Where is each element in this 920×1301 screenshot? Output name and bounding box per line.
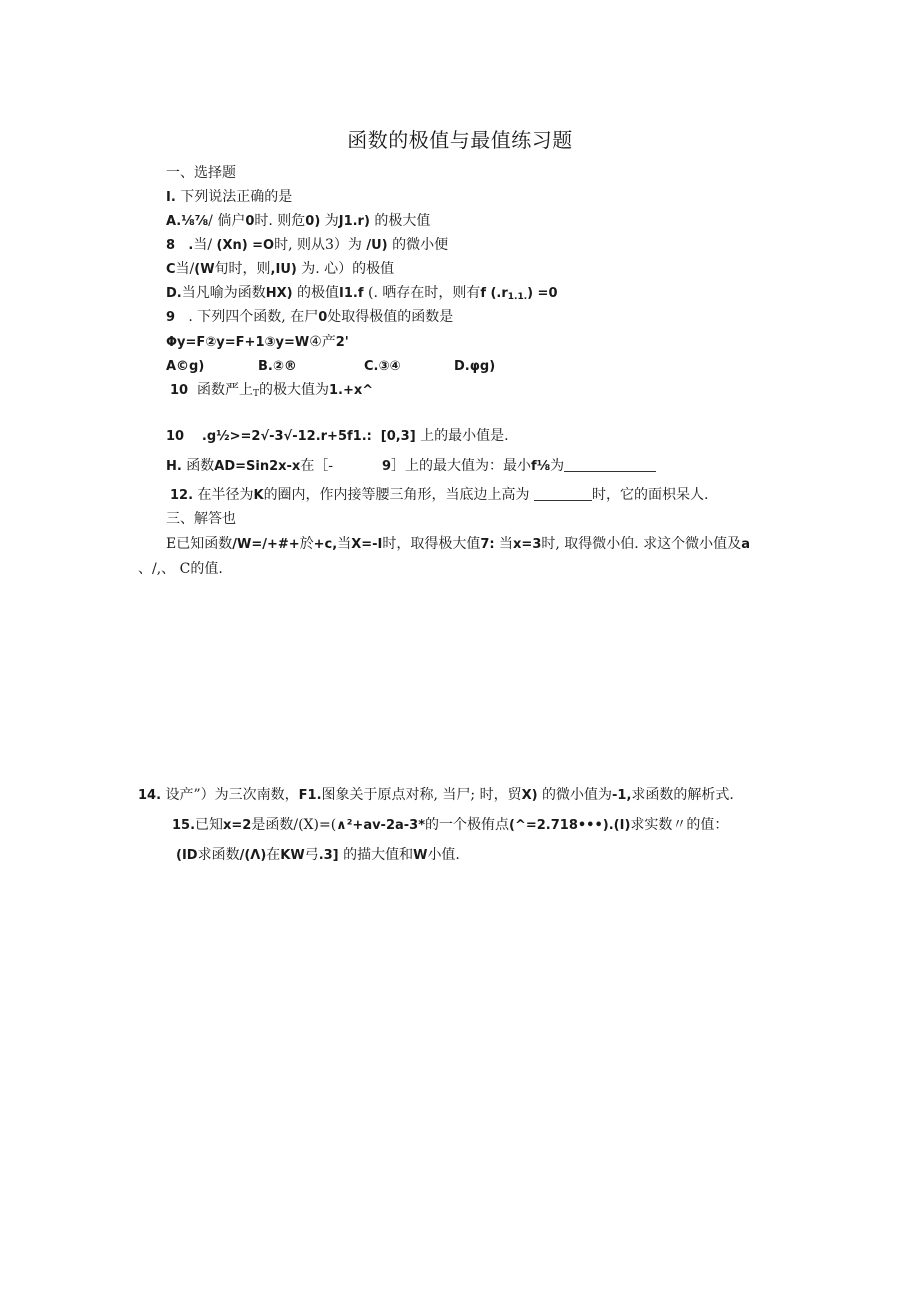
question-text: 图象关于原点对称, 当尸; 时，贸	[321, 787, 522, 803]
question-text: 求实数〃的值：	[630, 817, 729, 833]
formula-text: KW	[280, 848, 305, 863]
section-choice-heading: 一、选择题	[166, 165, 236, 181]
question-text: 上的最小值是.	[420, 428, 509, 444]
formula-text: x=3	[513, 537, 542, 552]
question-text: E已知函数	[166, 536, 233, 552]
section-answer-heading: 三、解答也	[166, 511, 236, 527]
option-text: 当凡喻为函数	[181, 285, 266, 301]
formula-text: 0	[318, 310, 328, 325]
page-title: 函数的极值与最值练习题	[347, 128, 573, 152]
formula-text: (W	[194, 262, 215, 277]
question-number: 9	[166, 310, 176, 325]
formula-text: ,IU)	[270, 262, 297, 277]
question-text: 当	[337, 536, 352, 552]
formula-text: K	[253, 488, 264, 503]
question-number: I.	[166, 190, 176, 205]
formula-text: 0	[245, 214, 255, 229]
formula-text: .3]	[318, 848, 339, 863]
question-text: 是函数/(X)=(	[251, 817, 337, 833]
formula-text: (.r	[490, 286, 508, 301]
option-text: 时, 则从3）为	[274, 237, 362, 253]
formula-text: (ID	[176, 848, 198, 863]
formula-text: 0)	[305, 214, 321, 229]
formula-text: x=2	[223, 818, 252, 833]
option-text: 当/	[193, 237, 213, 253]
question-1-option-b	[166, 236, 448, 255]
question-text: 已知	[195, 817, 224, 833]
option-text: 为	[324, 213, 339, 229]
question-text: 的微小值为	[542, 787, 613, 803]
formula-text: Φy=F②y=F+1③y=W	[166, 335, 310, 350]
formula-text: ∧²+av-2a-3*	[336, 818, 426, 833]
formula-text: W	[413, 848, 428, 863]
option-label: C	[166, 262, 176, 277]
formula-text: f⅛	[531, 459, 551, 474]
question-number: 10	[170, 383, 189, 398]
subscript-text: T	[253, 389, 260, 399]
question-text: 设产”）为三次南数，	[165, 787, 299, 803]
option-text: 时. 则危	[254, 213, 306, 229]
question-text: 弓	[304, 847, 319, 863]
question-number: 14.	[138, 788, 162, 803]
question-4	[166, 427, 509, 446]
option-d: D.φg)	[454, 359, 496, 374]
question-text: 函数严上	[197, 382, 253, 398]
option-text: 为. 心）的极值	[301, 261, 395, 277]
question-text: 时，它的面枳呆人.	[592, 487, 709, 503]
formula-text-plain: ④产	[309, 334, 336, 350]
question-1-option-a	[166, 212, 430, 231]
formula-text: -1,	[612, 788, 632, 803]
question-text: 当	[499, 536, 514, 552]
question-2	[166, 308, 453, 327]
option-text: 的极大值	[374, 213, 431, 229]
question-1-option-d	[166, 284, 558, 306]
formula-text: .	[188, 238, 194, 253]
option-c: C.③④	[364, 359, 401, 374]
question-3	[170, 381, 373, 403]
formula-text: 9	[382, 459, 392, 474]
option-text: 当/	[175, 261, 195, 277]
option-label: A.⅛⅞	[166, 214, 209, 229]
question-text: 求函数	[197, 847, 240, 863]
question-text: ］上的最大值为：最小	[391, 458, 532, 474]
formula-text: 1.+x^	[329, 383, 374, 398]
question-number: 12.	[170, 488, 194, 503]
question-text: . 下列四个函数, 在尸	[188, 309, 319, 325]
formula-text: [0,3]	[380, 429, 416, 444]
question-text: 为	[550, 458, 565, 474]
formula-text: .g½>=2√-3√-12.r+5f1.:	[201, 429, 372, 444]
formula-text: /U)	[366, 238, 388, 253]
question-text: 的圈内，作内接等腰三角形，当底边上高为	[263, 487, 530, 503]
question-text: 的极大值为	[259, 382, 330, 398]
question-text: 的一个极侑点	[425, 817, 510, 833]
formula-text: I1.f	[339, 286, 364, 301]
question-text: 在半径为	[197, 487, 254, 503]
question-text: 求函数的解析式.	[631, 787, 734, 803]
question-text: 时, 取得微小伯. 求这个微小值及	[541, 536, 742, 552]
formula-text: AD=Sin2x-x	[214, 459, 301, 474]
question-text: 在	[266, 847, 281, 863]
question-6	[170, 486, 708, 505]
option-text: 的极值	[297, 285, 340, 301]
question-text: C的值.	[179, 561, 223, 577]
formula-text: HX)	[265, 286, 293, 301]
option-label: 8	[166, 238, 176, 253]
question-number: 15.	[172, 818, 196, 833]
question-8	[138, 786, 734, 805]
question-number: 10	[166, 429, 185, 444]
question-9	[172, 816, 728, 835]
formula-text: =O	[252, 238, 275, 253]
question-text: 、/,、	[138, 561, 176, 577]
question-text: 函数	[186, 458, 215, 474]
question-7	[166, 535, 750, 554]
answer-blank	[534, 488, 592, 501]
option-b: B.②®	[258, 359, 297, 374]
formula-text: 2'	[335, 335, 349, 350]
option-text: 的微小便	[392, 237, 449, 253]
question-1	[166, 188, 292, 207]
formula-text: f	[480, 286, 487, 301]
question-text: 在［-	[300, 458, 334, 474]
formula-text: /W=/+#+	[232, 537, 300, 552]
question-number: H.	[166, 459, 182, 474]
question-1-option-c	[166, 260, 394, 279]
option-label: D.	[166, 286, 182, 301]
question-text: 处取得极值的函数是	[327, 309, 454, 325]
formula-text: J1.r)	[338, 214, 370, 229]
subscript-text: 1.1.	[507, 292, 528, 302]
formula-text: a	[741, 537, 750, 552]
formula-text: X=-I	[351, 537, 383, 552]
question-7-continued	[138, 560, 223, 578]
formula-text: F1.	[298, 788, 322, 803]
formula-text: /(Λ)	[239, 848, 267, 863]
option-text: 旬时，则	[214, 261, 271, 277]
question-5	[166, 457, 656, 476]
question-text: 小值.	[427, 847, 460, 863]
formula-text: )	[527, 286, 534, 301]
option-text: (. 哂存在时，则有	[367, 285, 481, 301]
formula-text: (^=2.718•••).(I)	[509, 818, 631, 833]
question-text: 於	[299, 536, 314, 552]
question-2-functions	[166, 333, 349, 352]
question-text: 时，取得极大值	[382, 536, 481, 552]
question-text: 下列说法正确的是	[180, 189, 293, 205]
option-a: A©g)	[166, 359, 205, 374]
option-text: / 倘户	[208, 213, 246, 229]
question-9-part-2	[176, 846, 460, 865]
question-text: 的描大值和	[343, 847, 414, 863]
formula-text: X)	[521, 788, 538, 803]
formula-text: +c,	[313, 537, 338, 552]
formula-text: 7:	[480, 537, 495, 552]
answer-blank	[564, 459, 656, 472]
formula-text: =0	[537, 286, 558, 301]
formula-text: (Xn)	[216, 238, 248, 253]
